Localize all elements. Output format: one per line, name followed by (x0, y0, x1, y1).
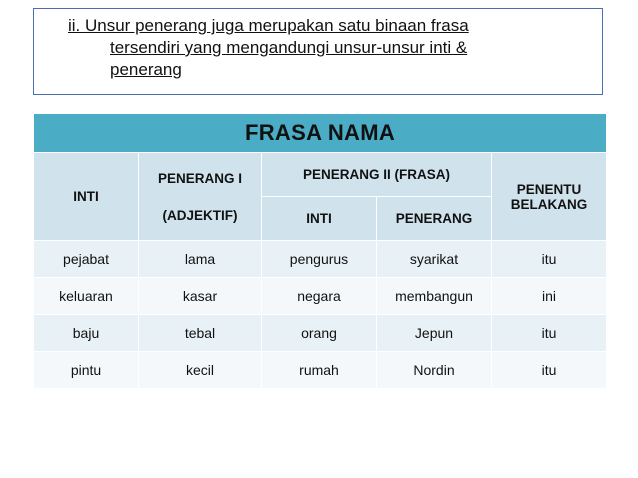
cell-penerang-2-penerang: membangun (377, 278, 492, 315)
cell-penerang-1: kasar (139, 278, 262, 315)
cell-penerang-2-inti: negara (262, 278, 377, 315)
cell-penerang-2-penerang: Jepun (377, 315, 492, 352)
header-penerang-1 (139, 153, 262, 241)
header-penerang-1-label: PENERANG I (157, 170, 242, 186)
note-line-3: penerang (110, 60, 182, 79)
header-penerang-2: PENERANG II (FRASA) (262, 153, 492, 197)
header-penentu-line2: BELAKANG (510, 196, 588, 212)
header-penerang-2-penerang: PENERANG (377, 197, 492, 241)
note-line-2: tersendiri yang mengandungi unsur-unsur inti & (110, 38, 468, 57)
cell-penerang-2-penerang: syarikat (377, 241, 492, 278)
table-row (34, 315, 607, 352)
cell-penentu: itu (492, 315, 607, 352)
table-row (34, 241, 607, 278)
header-penentu-line1: PENENTU (516, 181, 582, 197)
table-row (34, 352, 607, 389)
header-penerang-1-sub: (ADJEKTIF) (162, 207, 238, 223)
cell-penerang-2-inti: rumah (262, 352, 377, 389)
cell-penerang-2-inti: pengurus (262, 241, 377, 278)
table-title: FRASA NAMA (34, 114, 607, 153)
cell-penentu: ini (492, 278, 607, 315)
header-penerang-2-inti: INTI (262, 197, 377, 241)
cell-penerang-2-inti: orang (262, 315, 377, 352)
cell-penerang-1: kecil (139, 352, 262, 389)
note-line-1: ii. Unsur penerang juga merupakan satu binaan frasa (68, 16, 469, 35)
cell-inti: baju (34, 315, 139, 352)
frasa-nama-table (33, 113, 607, 389)
cell-penerang-1: lama (139, 241, 262, 278)
cell-inti: pejabat (34, 241, 139, 278)
header-inti: INTI (34, 153, 139, 241)
header-penentu (492, 153, 607, 241)
cell-penentu: itu (492, 241, 607, 278)
cell-inti: pintu (34, 352, 139, 389)
cell-penentu: itu (492, 352, 607, 389)
cell-penerang-2-penerang: Nordin (377, 352, 492, 389)
cell-penerang-1: tebal (139, 315, 262, 352)
note-box (33, 8, 603, 95)
cell-inti: keluaran (34, 278, 139, 315)
table-row (34, 278, 607, 315)
